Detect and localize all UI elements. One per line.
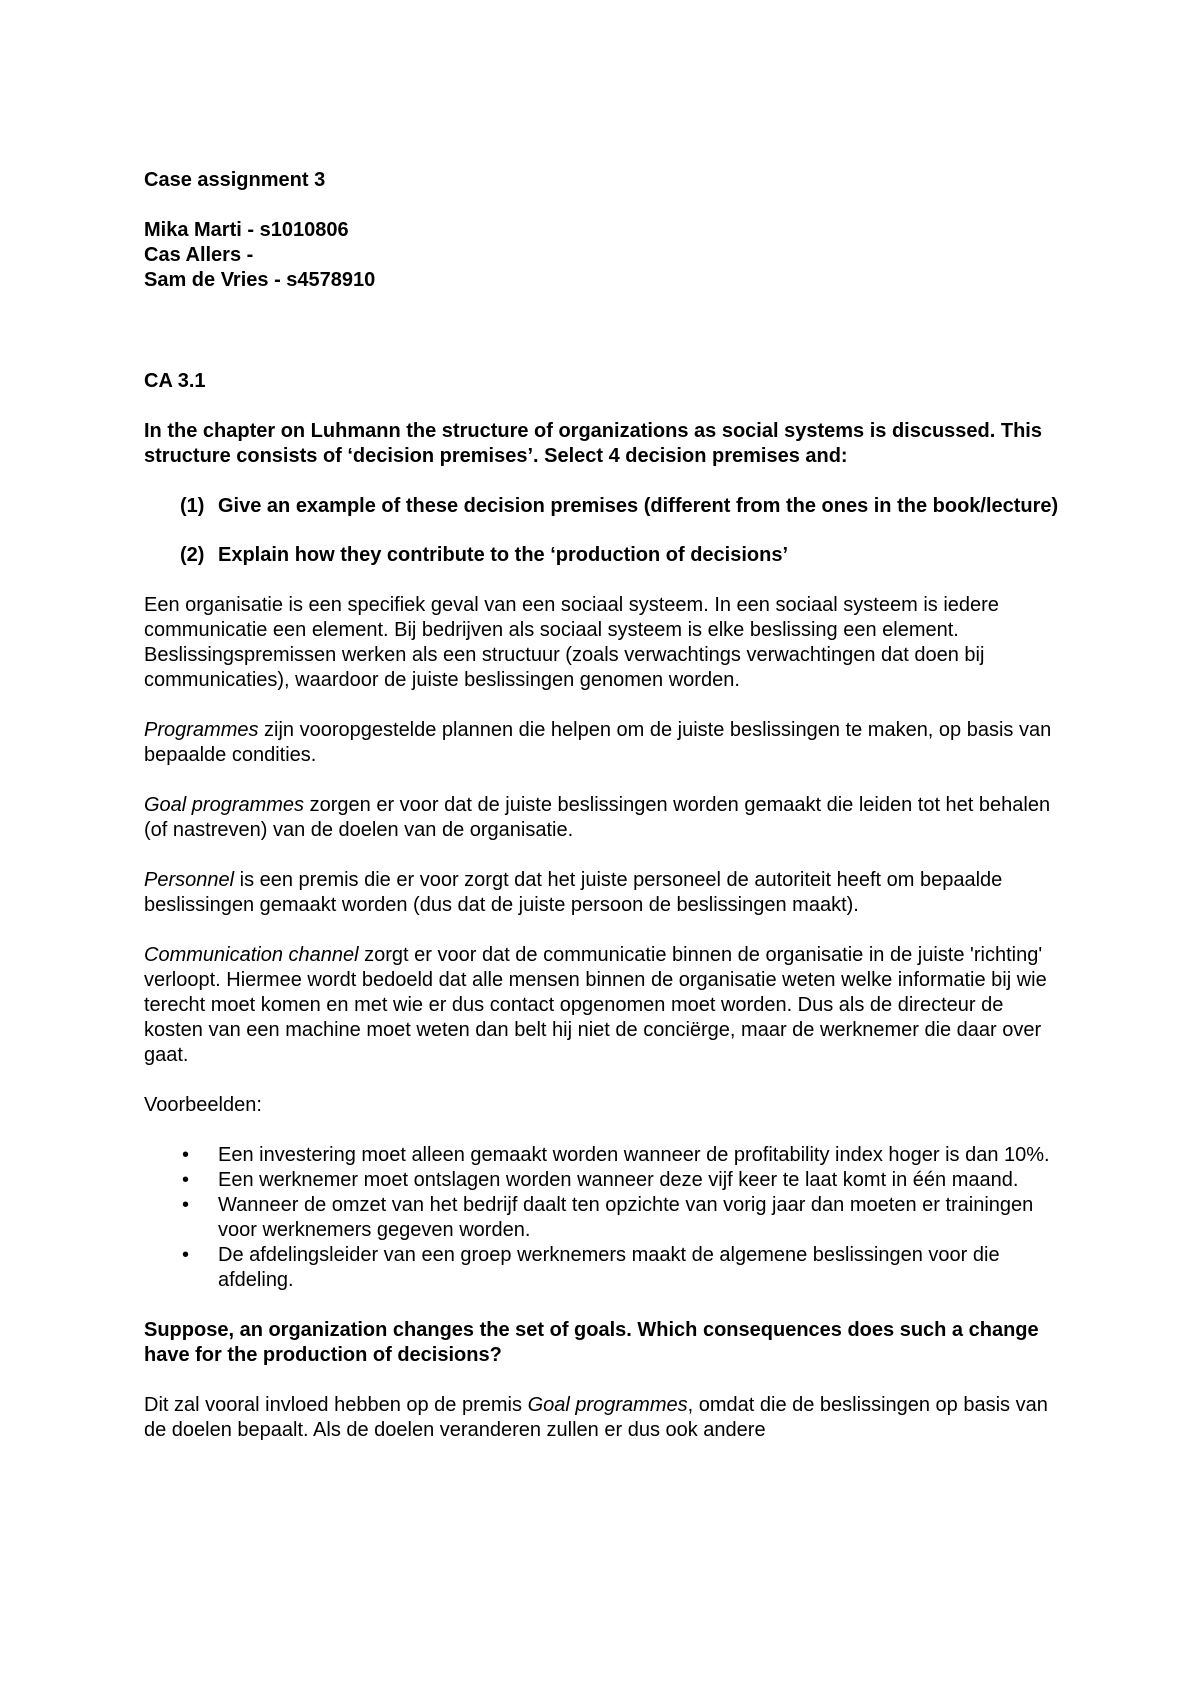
author-list [144, 218, 1064, 293]
section-heading: CA 3.1 [144, 370, 206, 392]
subquestion-number: (2) [180, 544, 205, 566]
bullet-icon: • [182, 1169, 190, 1191]
followup-answer-end: , omdat die de beslissingen op basis van de doelen bepaalt. Als de doelen veranderen zullen er dus ook andere [144, 1394, 1048, 1441]
examples-label: Voorbeelden: [144, 1094, 262, 1116]
author-line: Cas Allers - [144, 244, 254, 266]
example-text: Wanneer de omzet van het bedrijf daalt ten opzichte van vorig jaar dan moeten er trainingen voor werknemers gegeven worden. [218, 1194, 1034, 1241]
premise-text: zorgen er voor dat de juiste beslissingen worden gemaakt die leiden tot het behalen (of nastreven) van de doelen van de organisatie. [144, 794, 1051, 841]
subquestion-number: (1) [180, 495, 205, 517]
assignment-question: In the chapter on Luhmann the structure of organizations as social systems is discussed. This structure consists of ‘decision premises’. Select 4 decision premises and: [144, 420, 1042, 467]
followup-question: Suppose, an organization changes the set of goals. Which consequences does such a change have for the production of decisions? [144, 1319, 1039, 1366]
premise-text: zorgt er voor dat de communicatie binnen de organisatie in de juiste 'richting' verloopt. Hiermee wordt bedoeld dat alle mensen binnen de organisatie weten welke informatie bij wie terecht moet komen en met wie er dus contact opgenomen moet worden. Dus als de directeur de kosten van een machine moet weten dan belt hij niet de conciërge, maar de werknemer die daar over gaat. [144, 944, 1047, 1066]
example-text: Een investering moet alleen gemaakt worden wanneer de profitability index hoger is dan 10%. [218, 1144, 1050, 1166]
subquestion-item [144, 494, 1064, 519]
author-line: Sam de Vries - s4578910 [144, 269, 376, 291]
subquestion-text: Explain how they contribute to the ‘production of decisions’ [218, 544, 789, 566]
premise-paragraph [144, 868, 1064, 918]
followup-answer [144, 1393, 1064, 1443]
premise-text: is een premis die er voor zorgt dat het juiste personeel de autoriteit heeft om bepaalde beslissingen gemaakt worden (dus dat de juiste persoon de beslissingen maakt). [144, 869, 1003, 916]
followup-answer-term: Goal programmes [527, 1394, 688, 1416]
example-text: Een werknemer moet ontslagen worden wanneer deze vijf keer te laat komt in één maand. [218, 1169, 1019, 1191]
bullet-icon: • [182, 1194, 190, 1216]
document-title: Case assignment 3 [144, 169, 326, 191]
list-item [144, 1143, 1064, 1168]
subquestion-text: Give an example of these decision premises (different from the ones in the book/lecture) [218, 495, 1059, 517]
premise-term: Goal programmes [144, 794, 305, 816]
premise-paragraph [144, 718, 1064, 768]
premise-text: zijn vooropgestelde plannen die helpen om de juiste beslissingen te maken, op basis van bepaalde condities. [144, 719, 1052, 766]
subquestion-item [144, 543, 1064, 568]
example-text: De afdelingsleider van een groep werknemers maakt de algemene beslissingen voor die afdeling. [218, 1244, 1000, 1291]
list-item [144, 1168, 1064, 1193]
author-line: Mika Marti - s1010806 [144, 219, 349, 241]
bullet-icon: • [182, 1244, 190, 1266]
premise-paragraph [144, 943, 1064, 1068]
subquestion-list [144, 494, 1064, 568]
answer-intro: Een organisatie is een specifiek geval van een sociaal systeem. In een sociaal systeem is iedere communicatie een element. Bij bedrijven als sociaal systeem is elke beslissing een element. Beslissingspremissen werken als een structuur (zoals verwachtings verwachtingen dat doen bij communicaties), waardoor de juiste beslissingen genomen worden. [144, 594, 999, 691]
followup-answer-start: Dit zal vooral invloed hebben op de premis [144, 1394, 528, 1416]
premise-term: Personnel [144, 869, 235, 891]
bullet-icon: • [182, 1144, 190, 1166]
list-item [144, 1193, 1064, 1243]
document-body [144, 168, 1064, 1443]
list-item [144, 1243, 1064, 1293]
premise-term: Programmes [144, 719, 259, 741]
examples-list [144, 1143, 1064, 1293]
premise-paragraph [144, 793, 1064, 843]
premise-term: Communication channel [144, 944, 359, 966]
